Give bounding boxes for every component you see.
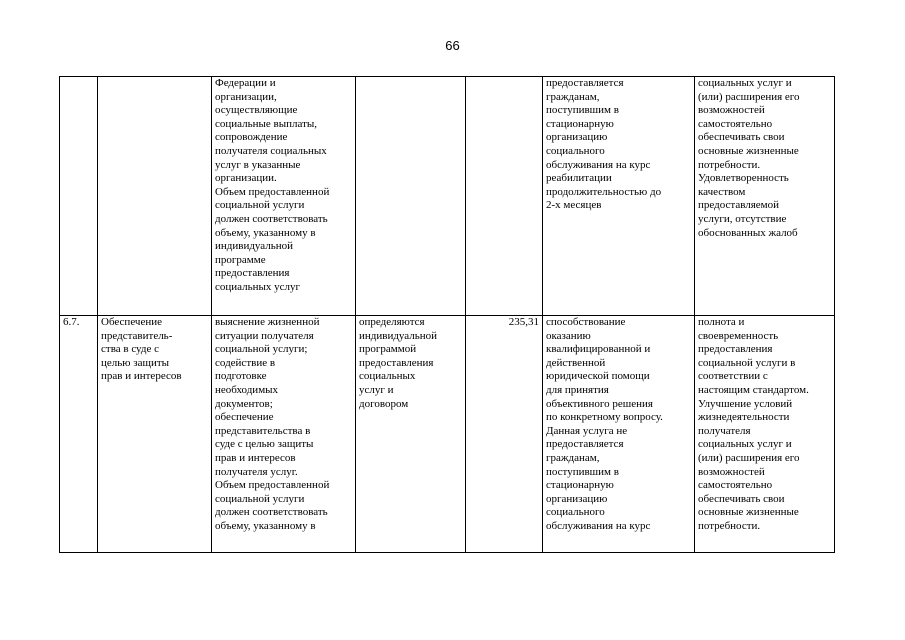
cell-quality: полнота и своевременность предоставления социальной услуги в соответствии с настоящим стандартом. Улучшение условий жизнедеятельности получателя социальных услуг и (или) расширения его возможностей самостоятельно обеспечивать свои основные жизненные потребности. xyxy=(695,316,835,553)
cell-conditions: способствование оказанию квалифицированной и действенной юридической помощи для принятия объективного решения по конкретному вопросу. Данная услуга не предоставляется гражданам, поступившим в стационарную организацию социального обслуживания на курс xyxy=(543,316,695,553)
cell-service-name: Обеспечение представитель- ства в суде с целью защиты прав и интересов xyxy=(98,316,212,553)
cell-quality: социальных услуг и (или) расширения его возможностей самостоятельно обеспечивать свои основные жизненные потребности. Удовлетворенность качеством предоставляемой услуги, отсутствие обоснованных жалоб xyxy=(695,77,835,316)
cell-service-name xyxy=(98,77,212,316)
cell-number: 6.7. xyxy=(60,316,98,553)
cell-number xyxy=(60,77,98,316)
table-row xyxy=(60,77,835,316)
page-number: 66 xyxy=(445,38,460,53)
cell-service-period xyxy=(356,77,466,316)
cell-conditions: предоставляется гражданам, поступившим в стационарную организацию социального обслуживания на курс реабилитации продолжительностью до 2-х месяцев xyxy=(543,77,695,316)
cell-service-content: выяснение жизненной ситуации получателя социальной услуги; содействие в подготовке необходимых документов; обеспечение представительства в суде с целью защиты прав и интересов получателя услуг. Объем предоставленной социальной услуги должен соответствовать объему, указанному в xyxy=(212,316,356,553)
cell-tariff: 235,31 xyxy=(466,316,543,553)
table-row xyxy=(60,316,835,553)
services-table xyxy=(59,76,835,553)
cell-service-period: определяются индивидуальной программой предоставления социальных услуг и договором xyxy=(356,316,466,553)
cell-tariff xyxy=(466,77,543,316)
cell-service-content: Федерации и организации, осуществляющие социальные выплаты, сопровождение получателя социальных услуг в указанные организации. Объем предоставленной социальной услуги должен соответствовать объему, указанному в индивидуальной программе предоставления социальных услуг xyxy=(212,77,356,316)
